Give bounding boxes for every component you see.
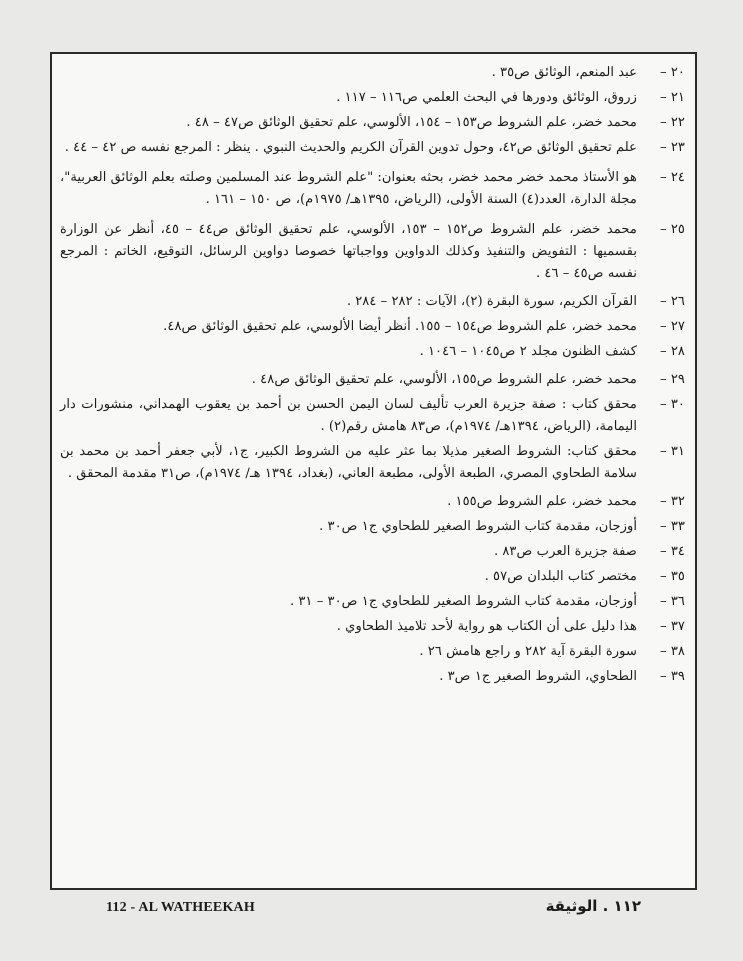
footnote: ٣٥ – مختصر كتاب البلدان ص٥٧ . — [484, 569, 685, 584]
footnote: ٣٨ – سورة البقرة آية ٢٨٢ و راجع هامش ٢٦ . — [419, 644, 685, 659]
footnote: ٣٦ – أوزجان، مقدمة كتاب الشروط الصغير للطحاوي ج١ ص٣٠ – ٣١ . — [289, 594, 685, 609]
footnote: ٢٦ – القرآن الكريم، سورة البقرة (٢)، الآيات : ٢٨٢ – ٢٨٤ . — [346, 294, 685, 309]
footer-page-label-latin: 112 - AL WATHEEKAH — [106, 900, 255, 915]
footer-page-label-arabic: ١١٢ . الوثيقة — [545, 897, 641, 915]
footnote: ٣٠ – محقق كتاب : صفة جزيرة العرب تأليف لسان اليمن الحسن بن أحمد بن يعقوب الهمداني، منشورات دار اليمامة، (الرياض، ١٣٩٤هـ/ ١٩٧٤م)، ص٨٣ هامش رقم(٢) . — [60, 397, 685, 434]
footnote: ٢٣ – علم تحقيق الوثائق ص٤٢، وحول تدوين القرآن الكريم والحديث النبوي . ينظر : المرجع نفسه ص ٤٢ – ٤٤ . — [64, 140, 685, 155]
footnote: ٢٨ – كشف الظنون مجلد ٢ ص١٠٤٥ – ١٠٤٦ . — [419, 344, 685, 359]
footnote: ٣١ – محقق كتاب: الشروط الصغير مذيلا بما عثر عليه من الشروط الكبير، ج١، لأبي جعفر أحمد بن محمد بن سلامة الطحاوي المصري، الطبعة الأولى، مطبعة العاني، (بغداد، ١٣٩٤ هـ/ ١٩٧٤م)، ص٣١ مقدمة المحقق . — [60, 444, 685, 481]
footnotes-list — [60, 62, 685, 688]
page-frame — [50, 52, 697, 890]
footnote: ٢٩ – محمد خضر، علم الشروط ص١٥٥، الألوسي، علم تحقيق الوثائق ص٤٨ . — [251, 372, 685, 387]
footnote: ٢٠ – عبد المنعم، الوثائق ص٣٥ . — [491, 65, 685, 80]
footnote: ٣٧ – هذا دليل على أن الكتاب هو رواية لأحد تلاميذ الطحاوي . — [336, 619, 685, 634]
footnote: ٣٢ – محمد خضر، علم الشروط ص١٥٥ . — [447, 494, 685, 509]
footnote: ٢٢ – محمد خضر، علم الشروط ص١٥٣ – ١٥٤، الألوسي، علم تحقيق الوثائق ص٤٧ – ٤٨ . — [186, 115, 685, 130]
footnote: ٢٥ – محمد خضر، علم الشروط ص١٥٢ – ١٥٣، الألوسي، علم تحقيق الوثائق ص٤٤ – ٤٥، أنظر عن الوزارة بقسميها : التفويض والتنفيذ وكذلك الدواوين وواجباتها خصوصا دواوين الرسائل، التوقيع، الخاتم : المرجع نفسه ص٤٥ – ٤٦ . — [60, 222, 685, 281]
footnote: ٢١ – زروق، الوثائق ودورها في البحث العلمي ص١١٦ – ١١٧ . — [336, 90, 685, 105]
footnote: ٣٣ – أوزجان، مقدمة كتاب الشروط الصغير للطحاوي ج١ ص٣٠ . — [319, 519, 685, 534]
footnote: ٢٧ – محمد خضر، علم الشروط ص١٥٤ – ١٥٥. أنظر أيضا الألوسي، علم تحقيق الوثائق ص٤٨. — [163, 319, 685, 334]
footnote: ٣٩ – الطحاوي، الشروط الصغير ج١ ص٣ . — [439, 669, 685, 684]
footnote: ٣٤ – صفة جزيرة العرب ص٨٣ . — [493, 544, 685, 559]
footnote: ٢٤ – هو الأستاذ محمد خضر محمد خضر، بحثه بعنوان: "علم الشروط عند المسلمين وصلته بعلم الوثائق العربية"، مجلة الدارة، العدد(٤) السنة الأولى، (الرياض، ١٣٩٥هـ/ ١٩٧٥م)، ص ١٥٠ – ١٦١ . — [60, 170, 685, 207]
